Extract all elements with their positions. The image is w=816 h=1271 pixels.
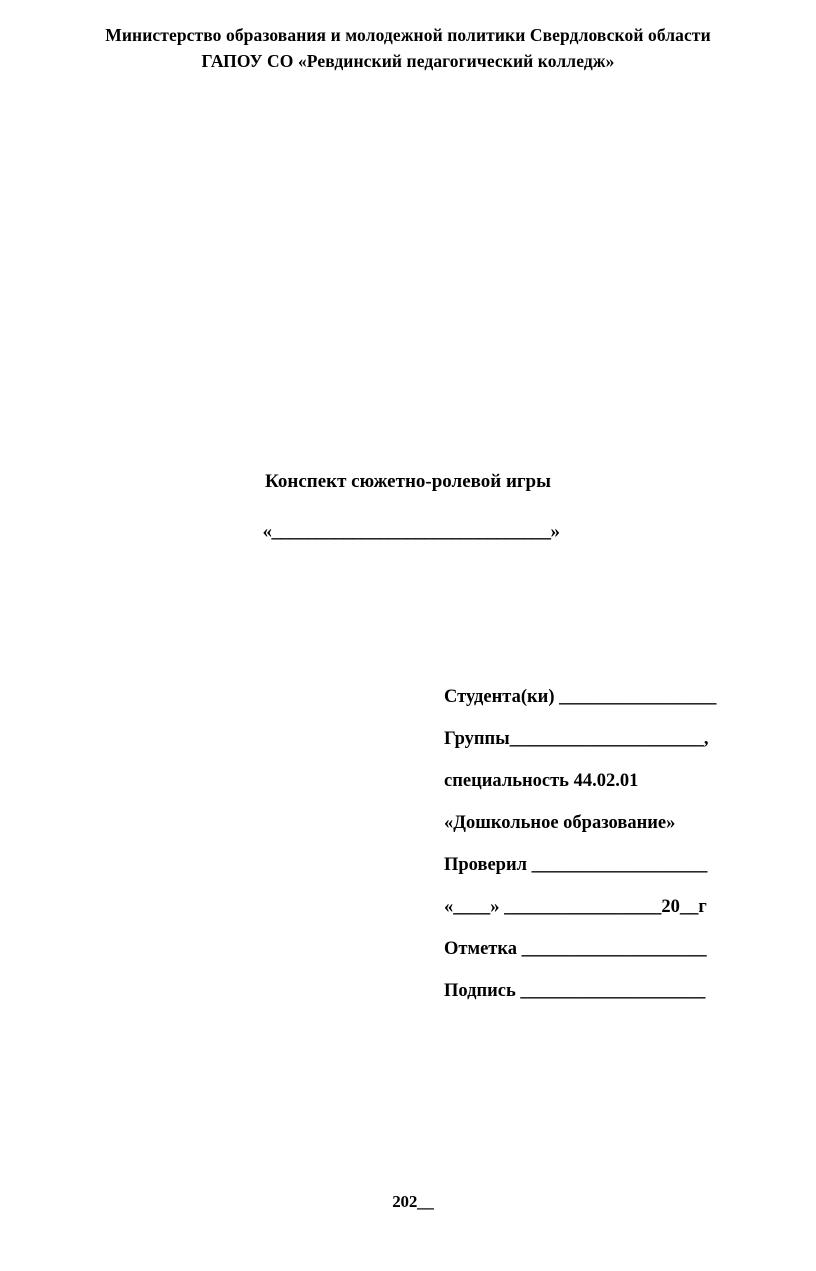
group-field: Группы_____________________, <box>444 729 709 749</box>
date-field: «____» _________________20__г <box>444 897 707 917</box>
specialty-name: «Дошкольное образование» <box>444 813 676 833</box>
college-line: ГАПОУ СО «Ревдинский педагогический колледж» <box>201 51 615 71</box>
checked-by-field: Проверил ___________________ <box>444 855 708 875</box>
page-title: Конспект сюжетно-ролевой игры <box>265 471 551 492</box>
signature-field: Подпись ____________________ <box>444 981 706 1001</box>
year-field: 202__ <box>392 1192 434 1211</box>
title-blank-field: «_______________________________» <box>262 521 560 542</box>
ministry-line: Министерство образования и молодежной политики Свердловской области <box>105 25 711 45</box>
author-details-block <box>444 676 816 1012</box>
document-footer <box>0 1192 816 1212</box>
title-section <box>0 468 816 546</box>
student-field: Студента(ки) _________________ <box>444 687 717 707</box>
specialty-code: специальность 44.02.01 <box>444 771 639 791</box>
document-header <box>0 22 816 74</box>
mark-field: Отметка ____________________ <box>444 939 707 959</box>
